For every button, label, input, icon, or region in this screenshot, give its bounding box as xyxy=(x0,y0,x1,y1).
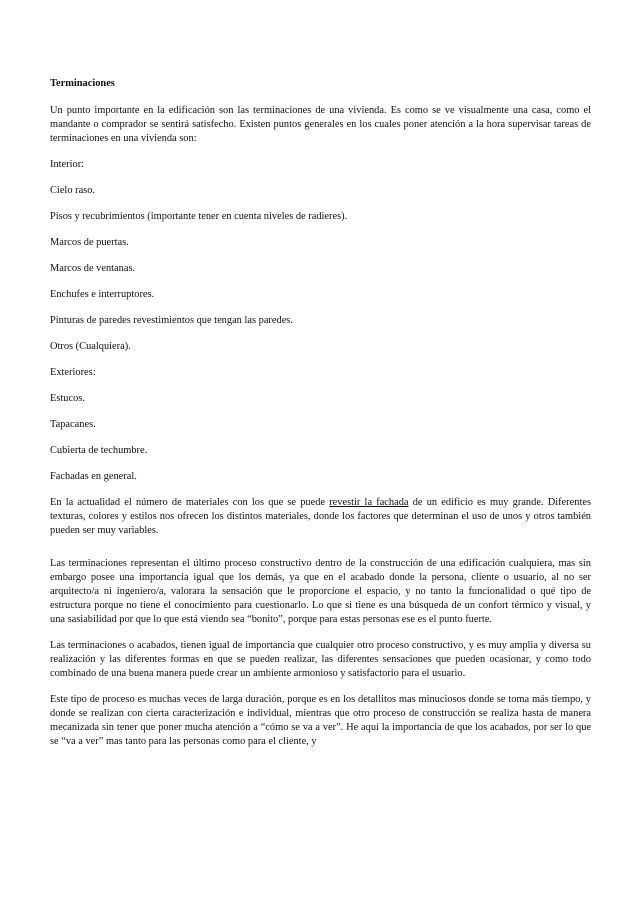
materials-text-after: de un edificio es muy grande. Diferentes texturas, colores y estilos nos ofrecen los distintos materiales, donde los factores que determinan el uso de unos y otros también pueden ser muy variables. xyxy=(50,497,591,536)
list-item-marcos-puertas: Marcos de puertas. xyxy=(50,237,129,248)
materials-text-before: En la actualidad el número de materiales con los que se puede xyxy=(50,497,330,508)
last-process-paragraph: Las terminaciones representan el último proceso constructivo dentro de la construcción de una edificación cualquiera, mas sin embargo posee una importancia igual que los demás, ya que en el acabado donde la persona, cliente o usuario, al no ser arquitecto/a ni ingeniero/a, valorara la sensación que le proporcione el espacio, y no tanto la funcionalidad o qué tipo de estructura porque no tiene el conocimiento para cuestionarlo. Lo que si tiene es una búsqueda de un confort térmico y visual, y una sasiabilidad por que lo que está viendo sea “bonito”, porque para estas personas ese es el punto fuerte. xyxy=(50,558,591,625)
list-item-otros: Otros (Cualquiera). xyxy=(50,341,131,352)
revestir-fachada-link[interactable]: revestir la fachada xyxy=(329,497,409,508)
exterior-label: Exteriores: xyxy=(50,367,96,378)
list-item-fachadas: Fachadas en general. xyxy=(50,471,137,482)
list-item-marcos-ventanas: Marcos de ventanas. xyxy=(50,263,136,274)
interior-label: Interior: xyxy=(50,159,85,170)
page-title: Terminaciones xyxy=(50,78,115,89)
document-page xyxy=(50,77,591,761)
list-item-estucos: Estucos. xyxy=(50,393,85,404)
duration-paragraph: Este tipo de proceso es muchas veces de larga duración, porque es en los detallitos mas minuciosos donde se toma más tiempo, y donde se realizan con cierta caracterización e individual, mientras que otro proceso de construcción se realiza hasta de manera mecanizada sin tener que poner mucha atención a “cómo se va a ver”. He aquí la importancia de que los acabados, por ser lo que se “va a ver” mas tanto para las personas como para el cliente, y xyxy=(50,694,591,747)
finishes-paragraph: Las terminaciones o acabados, tienen igual de importancia que cualquier otro proceso constructivo, y es muy amplia y diversa su realización y las diferentes formas en que se pueden realizar, las diferentes sensaciones que pueden ocasionar, y como todo combinado de una buena manera puede crear un ambiente armonioso y satisfactorio para el usuario. xyxy=(50,640,591,679)
list-item-pisos: Pisos y recubrimientos (importante tener en cuenta niveles de radieres). xyxy=(50,211,348,222)
list-item-enchufes: Enchufes e interruptores. xyxy=(50,289,155,300)
intro-paragraph: Un punto importante en la edificación son las terminaciones de una vivienda. Es como se ve visualmente una casa, como el mandante o comprador se sentirá satisfecho. Existen puntos generales en los cuales poner atención a la hora supervisar tareas de terminaciones en una vivienda son: xyxy=(50,105,591,144)
materials-paragraph xyxy=(50,496,591,538)
list-item-cubierta: Cubierta de techumbre. xyxy=(50,445,148,456)
list-item-tapacanes: Tapacanes. xyxy=(50,419,96,430)
list-item-cielo-raso: Cielo raso. xyxy=(50,185,96,196)
list-item-pinturas: Pinturas de paredes revestimientos que tengan las paredes. xyxy=(50,315,293,326)
